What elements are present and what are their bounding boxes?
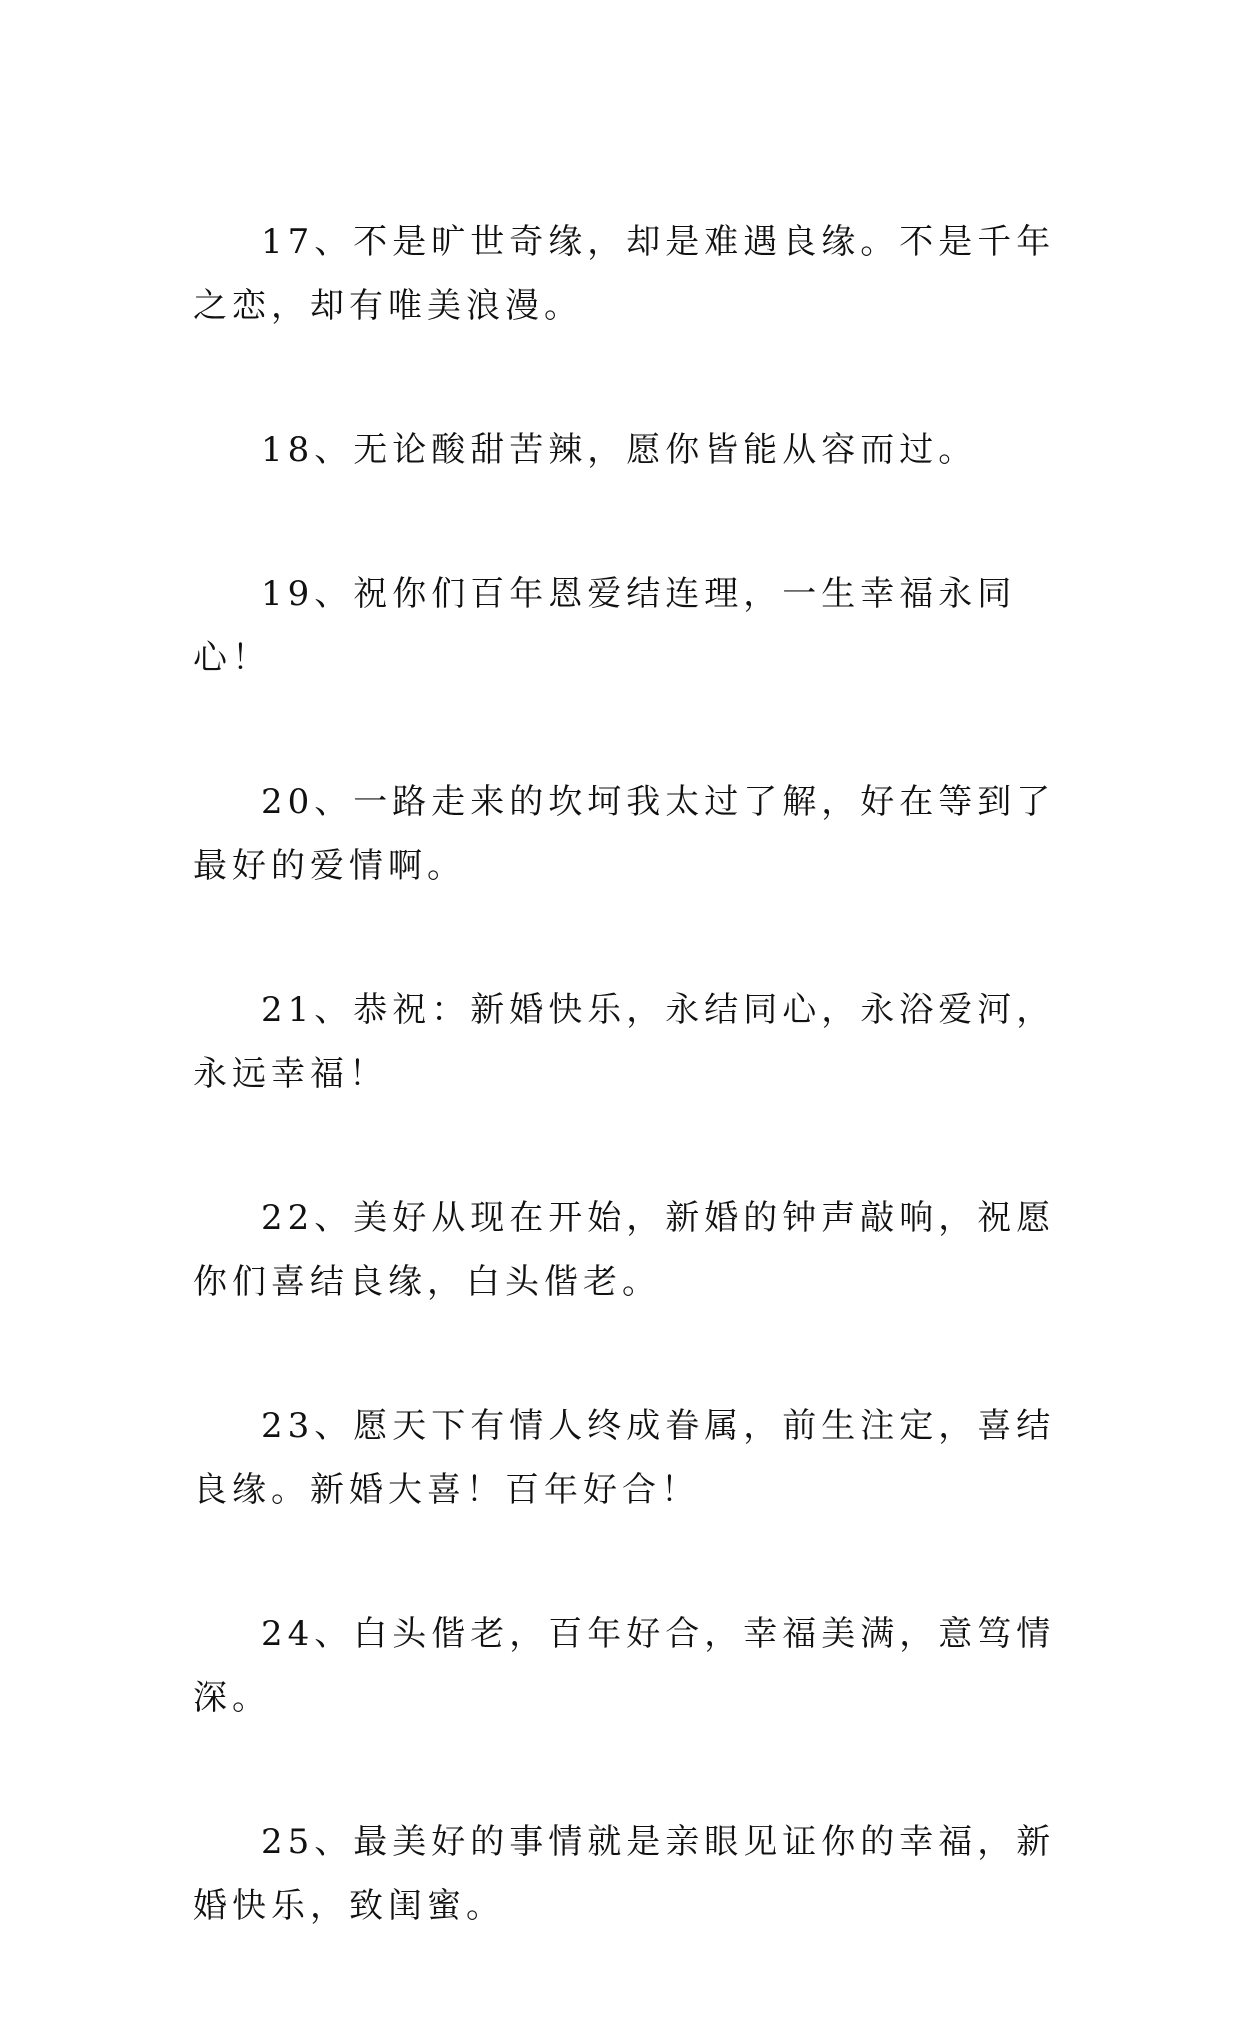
paragraph-25: 25、最美好的事情就是亲眼见证你的幸福，新婚快乐，致闺蜜。	[193, 1822, 1056, 1926]
paragraph-22: 22、美好从现在开始，新婚的钟声敲响，祝愿你们喜结良缘，白头偕老。	[193, 1198, 1056, 1302]
paragraph-21: 21、恭祝：新婚快乐，永结同心，永浴爱河，永远幸福！	[193, 990, 1056, 1094]
paragraph-23: 23、愿天下有情人终成眷属，前生注定，喜结良缘。新婚大喜！百年好合！	[193, 1406, 1056, 1510]
paragraph-18: 18、无论酸甜苦辣，愿你皆能从容而过。	[261, 430, 978, 470]
paragraph-19: 19、祝你们百年恩爱结连理，一生幸福永同心！	[193, 574, 1017, 678]
paragraph-17: 17、不是旷世奇缘，却是难遇良缘。不是千年之恋，却有唯美浪漫。	[193, 222, 1056, 326]
document-body	[193, 210, 1061, 2018]
paragraph-24: 24、白头偕老，百年好合，幸福美满，意笃情深。	[193, 1614, 1056, 1718]
paragraph-20: 20、一路走来的坎坷我太过了解，好在等到了最好的爱情啊。	[193, 782, 1056, 886]
